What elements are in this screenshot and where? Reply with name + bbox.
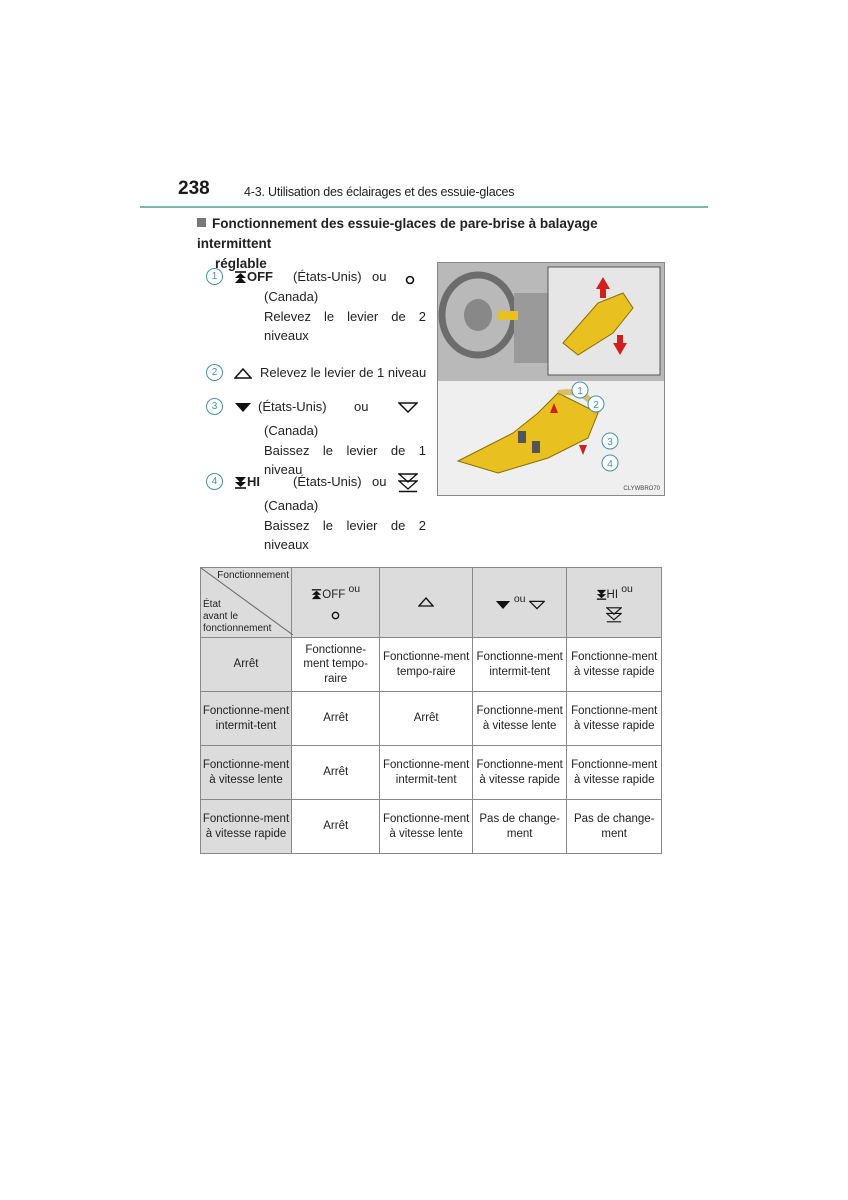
table-row: [201, 746, 662, 800]
step-4-or: ou: [372, 474, 387, 489]
step-1-region-ca: (Canada): [264, 289, 319, 304]
bullet-square-icon: [197, 218, 206, 227]
step-3-instruction: Baissez le levier de 1 niveau: [264, 442, 426, 477]
wiper-lever-illustration: [437, 262, 665, 496]
table-cell: Fonctionne-ment tempo-raire: [292, 638, 380, 692]
wiper-function-table: [200, 567, 662, 854]
down-triangle-filled-icon: [234, 402, 252, 413]
step-3-region-us: (États-Unis): [258, 399, 327, 414]
table-cell: Arrêt: [292, 800, 380, 854]
row-state: Fonctionne-ment intermit-tent: [201, 692, 292, 746]
col-off-or: ou: [348, 583, 361, 595]
step-1-instruction: Relevez le levier de 2 niveaux: [264, 308, 426, 343]
step-4-symbol-ca: [398, 472, 418, 493]
step-number-4: 4: [206, 473, 223, 490]
table-header-row: [201, 568, 662, 638]
table-cell: Arrêt: [380, 692, 473, 746]
step-2-instruction: Relevez le levier de 1 niveau: [260, 365, 427, 380]
down-triangle-outline-icon: [398, 402, 418, 413]
double-down-arrow-icon: [596, 589, 607, 600]
table-row: [201, 638, 662, 692]
step-number-2: 2: [206, 364, 223, 381]
col-hi-or: ou: [621, 582, 633, 595]
table-cell: Pas de change-ment: [567, 800, 662, 854]
section-title: 4-3. Utilisation des éclairages et des essuie-glaces: [244, 185, 515, 199]
double-up-arrow-icon: [234, 271, 247, 284]
double-down-arrow-icon: [234, 476, 247, 489]
hi-symbol: [234, 472, 260, 492]
callout-2: 2: [593, 400, 599, 411]
callout-3: 3: [607, 437, 613, 448]
corner-bottom-line-1: État: [203, 599, 221, 610]
heading-line-1: Fonctionnement des essuie-glaces de pare-brise à balayage intermittent: [197, 216, 598, 251]
down-triangle-outline-icon: [529, 600, 545, 610]
step-2-symbol: [234, 363, 252, 383]
table-cell: Fonctionne-ment à vitesse rapide: [472, 746, 567, 800]
double-down-outline-icon: [606, 607, 622, 623]
double-up-arrow-icon: [311, 589, 322, 600]
col-hi-label: HI: [606, 588, 619, 601]
col-header-up-1: [380, 568, 473, 638]
table-cell: Fonctionne-ment à vitesse lente: [472, 692, 567, 746]
callout-1: 1: [577, 386, 583, 397]
table-cell: Fonctionne-ment à vitesse rapide: [567, 746, 662, 800]
callout-4: 4: [607, 459, 613, 470]
off-symbol: [234, 267, 273, 287]
circle-icon: [405, 275, 415, 285]
off-label: OFF: [247, 269, 273, 284]
page-header: [140, 178, 708, 208]
circle-icon: [331, 611, 340, 620]
step-3-or: ou: [354, 399, 369, 414]
row-state: Fonctionne-ment à vitesse rapide: [201, 800, 292, 854]
corner-bottom-line-2: avant le: [203, 611, 239, 622]
down-triangle-filled-icon: [495, 600, 511, 610]
step-number-1: 1: [206, 268, 223, 285]
table-row: [201, 800, 662, 854]
col-down-or: ou: [513, 593, 526, 606]
row-state: Fonctionne-ment à vitesse lente: [201, 746, 292, 800]
table-cell: Fonctionne-ment intermit-tent: [380, 746, 473, 800]
corner-cell: [201, 568, 292, 638]
table-cell: Arrêt: [292, 692, 380, 746]
up-triangle-outline-icon: [234, 368, 252, 379]
corner-bottom-label: [203, 599, 271, 635]
col-header-down-1: [472, 568, 567, 638]
step-4-region-us: (États-Unis): [293, 474, 362, 489]
table-cell: Fonctionne-ment tempo-raire: [380, 638, 473, 692]
table-cell: Fonctionne-ment à vitesse rapide: [567, 692, 662, 746]
hi-label: HI: [247, 474, 260, 489]
col-header-off: [292, 568, 380, 638]
step-1-or: ou: [372, 269, 387, 284]
step-3-symbol-ca: [398, 397, 418, 417]
step-1-region-us: (États-Unis): [293, 269, 362, 284]
page-number: 238: [178, 178, 210, 199]
row-state: Arrêt: [201, 638, 292, 692]
image-code: CLYWBRO70: [623, 486, 660, 492]
up-triangle-outline-icon: [418, 597, 434, 607]
step-3-symbol-us: [234, 397, 252, 417]
table-cell: Fonctionne-ment intermit-tent: [472, 638, 567, 692]
step-4-region-ca: (Canada): [264, 498, 319, 513]
table-cell: Pas de change-ment: [472, 800, 567, 854]
circle-symbol: [405, 269, 415, 289]
heading-line-2: réglable: [215, 256, 267, 271]
step-3-region-ca: (Canada): [264, 423, 319, 438]
step-4-instruction: Baissez le levier de 2 niveaux: [264, 517, 426, 552]
table-cell: Arrêt: [292, 746, 380, 800]
table-cell: Fonctionne-ment à vitesse rapide: [567, 638, 662, 692]
col-off-label: OFF: [322, 589, 346, 601]
col-header-hi: [567, 568, 662, 638]
step-number-3: 3: [206, 398, 223, 415]
corner-bottom-line-3: fonctionnement: [203, 623, 272, 634]
table-cell: Fonctionne-ment à vitesse lente: [380, 800, 473, 854]
corner-top-label: Fonctionnement: [217, 570, 289, 581]
double-down-outline-icon: [398, 473, 418, 493]
header-rule: [140, 206, 708, 208]
table-row: [201, 692, 662, 746]
